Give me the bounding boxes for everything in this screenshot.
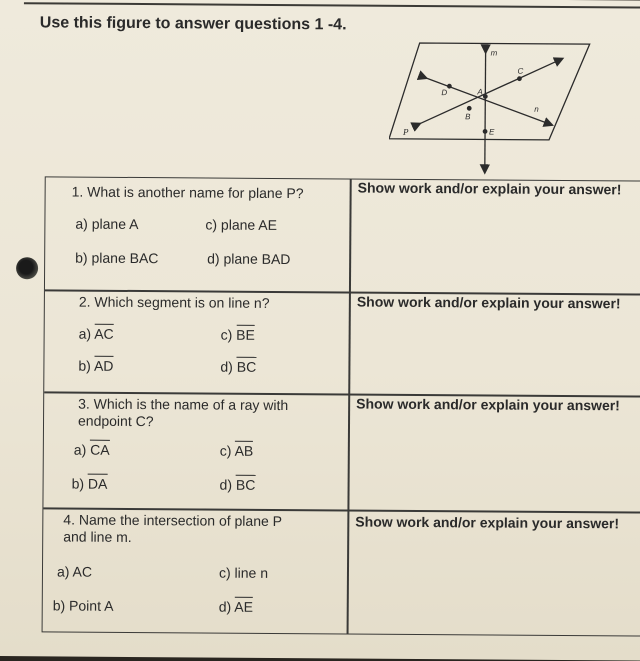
option-letter: c) bbox=[219, 442, 232, 459]
q1-option-a[interactable] bbox=[75, 216, 138, 232]
option-text: BE bbox=[236, 326, 255, 343]
label-m: m bbox=[490, 48, 498, 58]
option-letter: d) bbox=[220, 358, 233, 375]
option-letter: d) bbox=[207, 250, 220, 267]
line-m bbox=[485, 49, 486, 169]
option-text: AD bbox=[93, 357, 114, 374]
question-1-text: 1. What is another name for plane P? bbox=[71, 183, 304, 202]
show-work-prompt-2: Show work and/or explain your answer! bbox=[356, 293, 621, 312]
q1-option-d[interactable] bbox=[207, 250, 290, 267]
binder-hole bbox=[16, 257, 38, 279]
option-letter: d) bbox=[218, 598, 232, 615]
q4-option-d[interactable] bbox=[219, 599, 253, 615]
q1-option-b[interactable] bbox=[75, 250, 158, 267]
option-letter: c) bbox=[220, 326, 233, 343]
option-text: line n bbox=[234, 564, 269, 581]
option-text: AC bbox=[94, 325, 114, 342]
line-n bbox=[423, 77, 549, 124]
question-3-line-2: endpoint C? bbox=[77, 412, 154, 430]
option-letter: a) bbox=[56, 563, 70, 580]
option-text: plane BAD bbox=[223, 250, 291, 268]
point-a bbox=[483, 94, 488, 99]
option-letter: b) bbox=[71, 475, 85, 492]
q4-option-b[interactable] bbox=[53, 597, 114, 613]
point-b bbox=[467, 106, 472, 111]
label-c: C bbox=[517, 66, 524, 76]
q1-option-c[interactable] bbox=[205, 216, 277, 232]
q2-option-d[interactable] bbox=[220, 359, 256, 375]
question-2-text: 2. Which segment is on line n? bbox=[78, 293, 270, 311]
label-a: A bbox=[477, 87, 483, 97]
label-n: n bbox=[534, 104, 539, 114]
page-title: Use this figure to answer questions 1 -4. bbox=[39, 14, 347, 34]
option-letter: b) bbox=[78, 357, 91, 374]
question-4-text bbox=[63, 511, 282, 547]
option-text: plane A bbox=[91, 215, 139, 233]
show-work-prompt-3: Show work and/or explain your answer! bbox=[356, 395, 620, 414]
option-text: BC bbox=[236, 358, 257, 375]
top-rule bbox=[24, 2, 640, 8]
option-text: AB bbox=[234, 442, 254, 459]
option-text: AC bbox=[72, 563, 93, 580]
q4-option-a[interactable] bbox=[57, 563, 92, 579]
option-letter: d) bbox=[219, 476, 233, 493]
option-text: plane AE bbox=[220, 216, 278, 233]
option-letter: a) bbox=[78, 325, 92, 342]
q4-option-c[interactable] bbox=[219, 565, 268, 581]
option-letter: b) bbox=[75, 249, 88, 266]
show-work-prompt-1: Show work and/or explain your answer! bbox=[357, 179, 622, 198]
option-letter: b) bbox=[52, 597, 66, 614]
option-text: CA bbox=[90, 441, 110, 458]
option-text: DA bbox=[87, 475, 108, 492]
question-3-text bbox=[78, 396, 288, 431]
label-p: P bbox=[403, 126, 409, 137]
label-e: E bbox=[489, 127, 495, 137]
option-letter: c) bbox=[205, 216, 218, 233]
option-letter: a) bbox=[75, 215, 88, 232]
q2-option-b[interactable] bbox=[78, 358, 113, 374]
q3-option-b[interactable] bbox=[72, 476, 108, 492]
question-table bbox=[42, 176, 640, 636]
label-d: D bbox=[441, 88, 448, 98]
option-text: plane BAC bbox=[91, 249, 159, 267]
q3-option-d[interactable] bbox=[220, 477, 256, 493]
option-text: AE bbox=[234, 598, 254, 615]
option-text: BC bbox=[235, 476, 256, 493]
question-4-line-2: and line m. bbox=[63, 528, 132, 545]
question-4-line-1: 4. Name the intersection of plane P bbox=[63, 511, 283, 530]
q2-option-c[interactable] bbox=[221, 327, 255, 343]
q3-option-c[interactable] bbox=[220, 443, 254, 459]
q2-option-a[interactable] bbox=[79, 326, 114, 342]
label-b: B bbox=[465, 112, 471, 122]
option-text: Point A bbox=[69, 597, 114, 614]
q3-option-a[interactable] bbox=[74, 442, 110, 458]
geometry-figure bbox=[389, 35, 600, 176]
point-e bbox=[483, 129, 488, 134]
question-3-line-1: 3. Which is the name of a ray with bbox=[78, 395, 289, 414]
point-d bbox=[447, 84, 452, 89]
line-ac bbox=[417, 59, 559, 126]
show-work-prompt-4: Show work and/or explain your answer! bbox=[355, 513, 620, 532]
option-letter: a) bbox=[73, 441, 87, 458]
option-letter: c) bbox=[218, 564, 231, 581]
point-c bbox=[517, 76, 522, 81]
column-divider bbox=[347, 179, 352, 633]
